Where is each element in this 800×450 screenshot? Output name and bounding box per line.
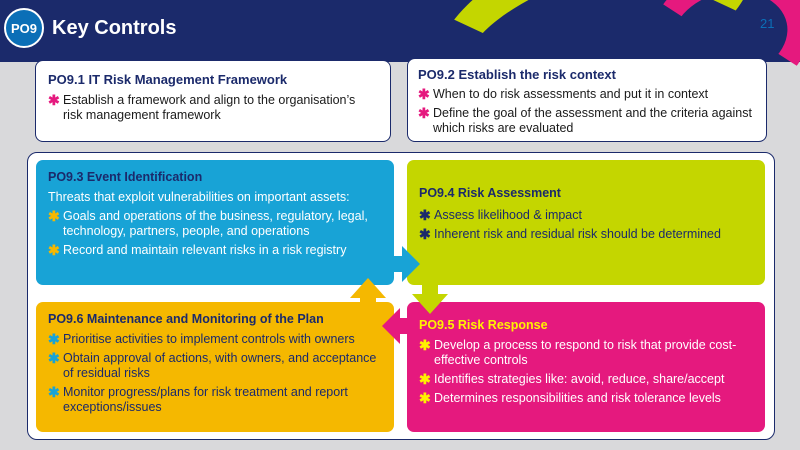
quadrant-title: PO9.5 Risk Response [419, 318, 548, 332]
arrow-down-icon [412, 280, 448, 314]
list-item-text: Prioritise activities to implement controls with owners [63, 332, 355, 346]
list-item [419, 391, 753, 406]
list-item-text: Monitor progress/plans for risk treatment and report exceptions/issues [63, 385, 348, 414]
card-po92 [407, 58, 767, 142]
star-bullet-icon: ✱ [419, 371, 431, 387]
list-item [419, 338, 753, 368]
star-bullet-icon: ✱ [48, 242, 60, 258]
bullet-list [419, 338, 753, 406]
bullet-list [48, 93, 378, 123]
quadrant-title: PO9.3 Event Identification [48, 170, 203, 184]
arrow-left-icon [382, 308, 418, 344]
star-bullet-icon: ✱ [48, 331, 60, 347]
list-item-text: Assess likelihood & impact [434, 208, 582, 222]
list-item [418, 106, 756, 136]
star-bullet-icon: ✱ [419, 226, 431, 242]
list-item-text: Goals and operations of the business, regulatory, legal, technology, partners, people, and operations [63, 209, 368, 238]
page-title: Key Controls [52, 17, 177, 39]
star-bullet-icon: ✱ [48, 92, 60, 108]
list-item [48, 332, 382, 347]
bullet-list [48, 332, 382, 415]
list-item-text: Record and maintain relevant risks in a risk registry [63, 243, 347, 257]
card-po91 [35, 60, 391, 142]
card-title: PO9.1 IT Risk Management Framework [48, 72, 288, 87]
arrow-up-icon [350, 278, 386, 320]
list-item [48, 93, 378, 123]
list-item [419, 372, 753, 387]
quadrant-po95 [407, 302, 765, 432]
quadrant-po94 [407, 160, 765, 285]
star-bullet-icon: ✱ [419, 207, 431, 223]
arrow-right-icon [382, 246, 420, 282]
card-title: PO9.2 Establish the risk context [418, 67, 616, 82]
bullet-list [48, 209, 382, 258]
quadrant-intro: Threats that exploit vulnerabilities on important assets: [48, 190, 350, 204]
list-item [418, 87, 756, 102]
star-bullet-icon: ✱ [419, 337, 431, 353]
list-item-text: Obtain approval of actions, with owners, and acceptance of residual risks [63, 351, 377, 380]
list-item [48, 209, 382, 239]
list-item [48, 385, 382, 415]
section-badge: PO9 [4, 8, 44, 48]
list-item-text: Determines responsibilities and risk tolerance levels [434, 391, 721, 405]
star-bullet-icon: ✱ [419, 390, 431, 406]
list-item [48, 243, 382, 258]
list-item-text: Define the goal of the assessment and the criteria against which risks are evaluated [433, 106, 752, 135]
star-bullet-icon: ✱ [418, 86, 430, 102]
bullet-list [419, 208, 753, 242]
list-item-text: Establish a framework and align to the organisation’s risk management framework [63, 93, 356, 122]
quadrant-title: PO9.6 Maintenance and Monitoring of the Plan [48, 312, 324, 326]
cycle-arrows-icon [340, 240, 460, 360]
bullet-list [418, 87, 756, 136]
star-bullet-icon: ✱ [48, 350, 60, 366]
list-item-text: When to do risk assessments and put it in context [433, 87, 709, 101]
list-item [48, 351, 382, 381]
star-bullet-icon: ✱ [48, 384, 60, 400]
star-bullet-icon: ✱ [418, 105, 430, 121]
list-item [419, 227, 753, 242]
page-number: 21 [760, 16, 775, 31]
star-bullet-icon: ✱ [48, 208, 60, 224]
list-item-text: Develop a process to respond to risk that provide cost-effective controls [434, 338, 737, 367]
list-item-text: Inherent risk and residual risk should be determined [434, 227, 721, 241]
quadrant-title: PO9.4 Risk Assessment [419, 186, 561, 200]
list-item-text: Identifies strategies like: avoid, reduce, share/accept [434, 372, 725, 386]
list-item [419, 208, 753, 223]
